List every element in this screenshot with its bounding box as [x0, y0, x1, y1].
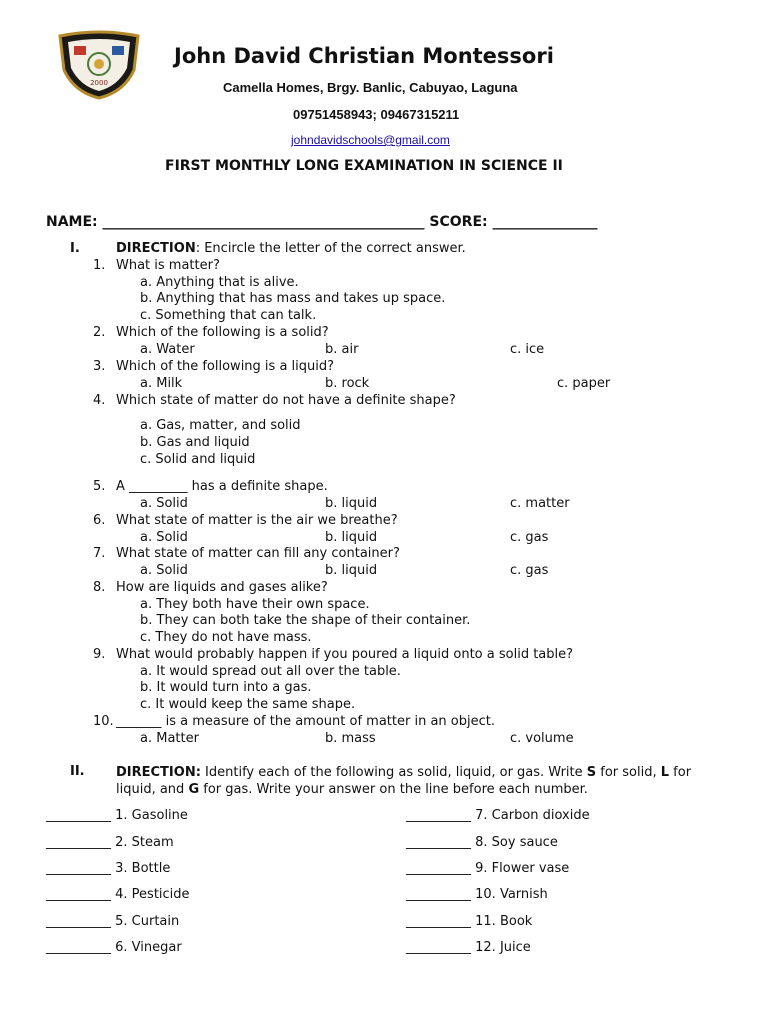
- item-label: 7. Carbon dioxide: [475, 808, 590, 823]
- score-label: SCORE:: [429, 214, 488, 230]
- q2-option-c[interactable]: c. ice: [510, 342, 545, 357]
- q10-option-c[interactable]: c. volume: [510, 731, 574, 746]
- q6-number: 6.: [93, 513, 106, 528]
- answer-blank[interactable]: __________: [406, 887, 471, 902]
- q7-option-a[interactable]: a. Solid: [140, 563, 188, 578]
- part2-direction-t2: for solid,: [596, 765, 661, 780]
- q8-number: 8.: [93, 580, 106, 595]
- school-phones: 09751458943; 09467315211: [293, 107, 460, 122]
- q5-number: 5.: [93, 479, 106, 494]
- q9-number: 9.: [93, 647, 106, 662]
- item-label: 1. Gasoline: [115, 808, 188, 823]
- answer-blank[interactable]: __________: [46, 940, 111, 955]
- part2-direction-label: DIRECTION:: [116, 765, 201, 780]
- q3-text: Which of the following is a liquid?: [116, 359, 335, 374]
- part2-direction-t1: Identify each of the following as solid, liquid, or gas. Write: [200, 765, 587, 780]
- item-label: 3. Bottle: [115, 861, 171, 876]
- q3-number: 3.: [93, 359, 106, 374]
- item-label: 4. Pesticide: [115, 887, 190, 902]
- school-email-link[interactable]: johndavidschools@gmail.com: [291, 133, 450, 147]
- q10-text: _______ is a measure of the amount of matter in an object.: [116, 714, 495, 729]
- item-row: [406, 835, 558, 851]
- name-label: NAME:: [46, 214, 98, 230]
- q1-option-b[interactable]: b. Anything that has mass and takes up space.: [140, 291, 446, 306]
- q7-number: 7.: [93, 546, 106, 561]
- item-row: [46, 861, 170, 877]
- q2-option-b[interactable]: b. air: [325, 342, 359, 357]
- answer-blank[interactable]: __________: [406, 914, 471, 929]
- item-row: [406, 887, 548, 903]
- item-label: 8. Soy sauce: [475, 835, 558, 850]
- q7-option-b[interactable]: b. liquid: [325, 563, 378, 578]
- item-row: [406, 914, 532, 930]
- q3-option-b[interactable]: b. rock: [325, 376, 370, 391]
- part1-direction-text: : Encircle the letter of the correct answer.: [195, 241, 466, 256]
- q6-option-a[interactable]: a. Solid: [140, 530, 188, 545]
- part1-numeral: I.: [70, 241, 80, 256]
- answer-blank[interactable]: __________: [46, 861, 111, 876]
- q5-option-a[interactable]: a. Solid: [140, 496, 188, 511]
- q6-option-c[interactable]: c. gas: [510, 530, 549, 545]
- answer-blank[interactable]: __________: [46, 835, 111, 850]
- school-logo: [54, 30, 144, 100]
- q7-text: What state of matter can fill any container?: [116, 546, 400, 561]
- item-row: [406, 808, 590, 824]
- item-label: 5. Curtain: [115, 914, 180, 929]
- q3-option-a[interactable]: a. Milk: [140, 376, 183, 391]
- q1-option-c[interactable]: c. Something that can talk.: [140, 308, 317, 323]
- answer-blank[interactable]: __________: [406, 861, 471, 876]
- logo-year-text: 2000: [90, 79, 108, 87]
- item-row: [406, 940, 531, 956]
- q3-option-c[interactable]: c. paper: [557, 376, 611, 391]
- q5-option-b[interactable]: b. liquid: [325, 496, 378, 511]
- answer-blank[interactable]: __________: [406, 835, 471, 850]
- item-label: 9. Flower vase: [475, 861, 570, 876]
- q8-text: How are liquids and gases alike?: [116, 580, 328, 595]
- item-label: 10. Varnish: [475, 887, 548, 902]
- q10-option-a[interactable]: a. Matter: [140, 731, 199, 746]
- q4-text: Which state of matter do not have a definite shape?: [116, 393, 456, 408]
- exam-title: FIRST MONTHLY LONG EXAMINATION IN SCIENCE II: [165, 158, 563, 174]
- q4-number: 4.: [93, 393, 106, 408]
- q1-text: What is matter?: [116, 258, 220, 273]
- item-row: [46, 835, 174, 851]
- item-row: [46, 914, 179, 930]
- q4-option-a[interactable]: a. Gas, matter, and solid: [140, 418, 301, 433]
- q1-number: 1.: [93, 258, 106, 273]
- q9-option-b[interactable]: b. It would turn into a gas.: [140, 680, 312, 695]
- q9-text: What would probably happen if you poured a liquid onto a solid table?: [116, 647, 574, 662]
- part2-numeral: II.: [70, 764, 85, 779]
- item-label: 6. Vinegar: [115, 940, 182, 955]
- item-label: 12. Juice: [475, 940, 531, 955]
- q2-text: Which of the following is a solid?: [116, 325, 329, 340]
- item-row: [406, 861, 569, 877]
- item-row: [46, 940, 182, 956]
- q8-option-c[interactable]: c. They do not have mass.: [140, 630, 312, 645]
- q9-option-a[interactable]: a. It would spread out all over the table.: [140, 664, 401, 679]
- item-row: [46, 808, 188, 824]
- part1-direction-label: DIRECTION: [116, 241, 196, 256]
- score-blank[interactable]: _______________: [492, 214, 598, 230]
- q2-number: 2.: [93, 325, 106, 340]
- q5-option-c[interactable]: c. matter: [510, 496, 570, 511]
- q7-option-c[interactable]: c. gas: [510, 563, 549, 578]
- item-row: [46, 887, 190, 903]
- item-label: 11. Book: [475, 914, 533, 929]
- part2-direction-t4: for gas. Write your answer on the line before each number.: [199, 782, 588, 797]
- q5-text: A _________ has a definite shape.: [116, 479, 328, 494]
- part2-direction-t3: for liquid, and: [116, 765, 692, 797]
- q10-number: 10.: [93, 714, 114, 729]
- answer-blank[interactable]: __________: [46, 914, 111, 929]
- name-blank[interactable]: ______________________________________________: [102, 214, 425, 230]
- answer-blank[interactable]: __________: [406, 940, 471, 955]
- q9-option-c[interactable]: c. It would keep the same shape.: [140, 697, 356, 712]
- q8-option-b[interactable]: b. They can both take the shape of their container.: [140, 613, 471, 628]
- q4-option-c[interactable]: c. Solid and liquid: [140, 452, 256, 467]
- q1-option-a[interactable]: a. Anything that is alive.: [140, 275, 299, 290]
- q6-text: What state of matter is the air we breathe?: [116, 513, 398, 528]
- gas-letter: G: [188, 782, 200, 797]
- q2-option-a[interactable]: a. Water: [140, 342, 195, 357]
- part1-direction: [116, 241, 466, 257]
- school-address: Camella Homes, Brgy. Banlic, Cabuyao, Laguna: [223, 80, 518, 95]
- liquid-letter: L: [660, 765, 670, 780]
- part2-direction: [116, 764, 728, 798]
- name-score-line: [46, 214, 597, 230]
- q8-option-a[interactable]: a. They both have their own space.: [140, 597, 370, 612]
- q6-option-b[interactable]: b. liquid: [325, 530, 378, 545]
- answer-blank[interactable]: __________: [406, 808, 471, 823]
- answer-blank[interactable]: __________: [46, 887, 111, 902]
- school-name: John David Christian Montessori: [174, 44, 554, 68]
- q4-option-b[interactable]: b. Gas and liquid: [140, 435, 250, 450]
- q10-option-b[interactable]: b. mass: [325, 731, 376, 746]
- item-label: 2. Steam: [115, 835, 174, 850]
- answer-blank[interactable]: __________: [46, 808, 111, 823]
- solid-letter: S: [586, 765, 597, 780]
